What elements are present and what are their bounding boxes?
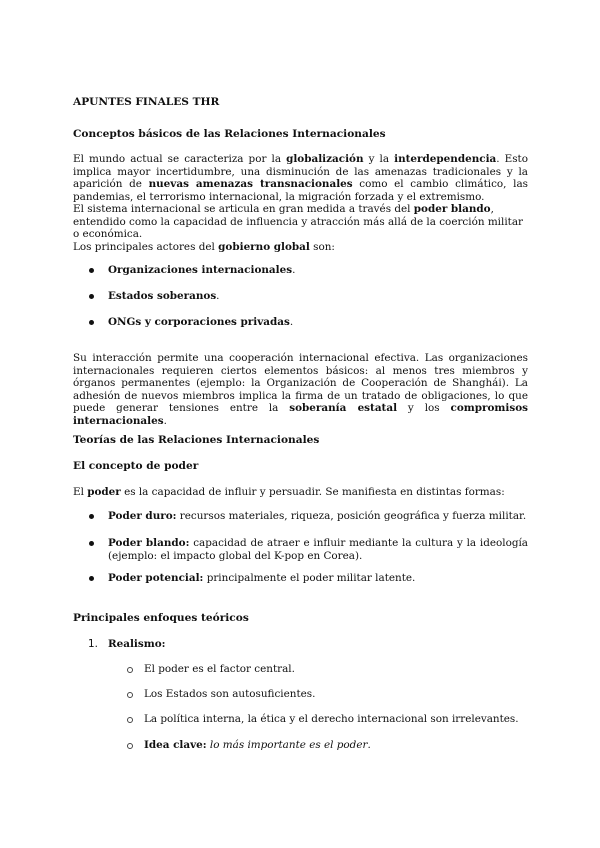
sub-item: La política interna, la ética y el derecho internacional son irrelevantes. [144,713,519,725]
list-item-actor: Organizaciones internacionales. [108,264,296,276]
list-item-realismo: Realismo: [108,638,166,650]
paragraph-poder-blando: El sistema internacional se articula en gran medida a través del poder blando, entendido como la capacidad de influencia y atracción más allá de la coerción militar o económica. [73,203,523,241]
bullet-icon [89,268,94,273]
circle-bullet-icon [127,692,133,698]
subheading-concepto-poder: El concepto de poder [73,460,199,472]
sub-item-idea-clave: Idea clave: lo más importante es el poder. [144,739,371,751]
list-item-actor: Estados soberanos. [108,290,220,302]
list-item-poder-duro: Poder duro: recursos materiales, riqueza, posición geográfica y fuerza militar. [108,510,527,522]
bullet-icon [89,294,94,299]
bullet-icon [89,576,94,581]
paragraph-actores: Los principales actores del gobierno global son: [73,241,335,253]
list-item-actor: ONGs y corporaciones privadas. [108,316,294,328]
list-item-poder-potencial: Poder potencial: principalmente el poder militar latente. [108,572,416,584]
sub-item: Los Estados son autosuficientes. [144,688,316,700]
bullet-icon [89,514,94,519]
sub-item: El poder es el factor central. [144,663,295,675]
document-title: APUNTES FINALES THR [73,96,220,108]
bullet-icon [89,320,94,325]
paragraph-globalizacion: El mundo actual se caracteriza por la globalización y la interdependencia. Esto implica mayor incertidumbre, una disminución de las amenazas tradicionales y la aparición de nuevas amenazas transnacionales como el cambio climático, las pandemias, el terrorismo internacional, la migración forzada y el extremismo. [73,153,528,203]
section-heading-teorias: Teorías de las Relaciones Internacionales [73,434,320,446]
list-number: 1. [88,638,98,650]
paragraph-interaccion: Su interacción permite una cooperación internacional efectiva. Las organizaciones internacionales requieren ciertos elementos básicos: al menos tres miembros y órganos permanentes (ejemplo: la Organización de Cooperación de Shanghái). La adhesión de nuevos miembros implica la firma de un tratado de obligaciones, lo que puede generar tensiones entre la soberanía estatal y los compromisos internacionales. [73,352,528,427]
section-heading-conceptos: Conceptos básicos de las Relaciones Internacionales [73,128,386,140]
list-item-poder-blando: Poder blando: capacidad de atraer e influir mediante la cultura y la ideología (ejemplo: el impacto global del K-pop en Corea). [108,537,528,562]
circle-bullet-icon [127,717,133,723]
circle-bullet-icon [127,667,133,673]
bullet-icon [89,541,94,546]
section-heading-enfoques: Principales enfoques teóricos [73,612,249,624]
paragraph-poder: El poder es la capacidad de influir y persuadir. Se manifiesta en distintas formas: [73,486,505,498]
circle-bullet-icon [127,743,133,749]
